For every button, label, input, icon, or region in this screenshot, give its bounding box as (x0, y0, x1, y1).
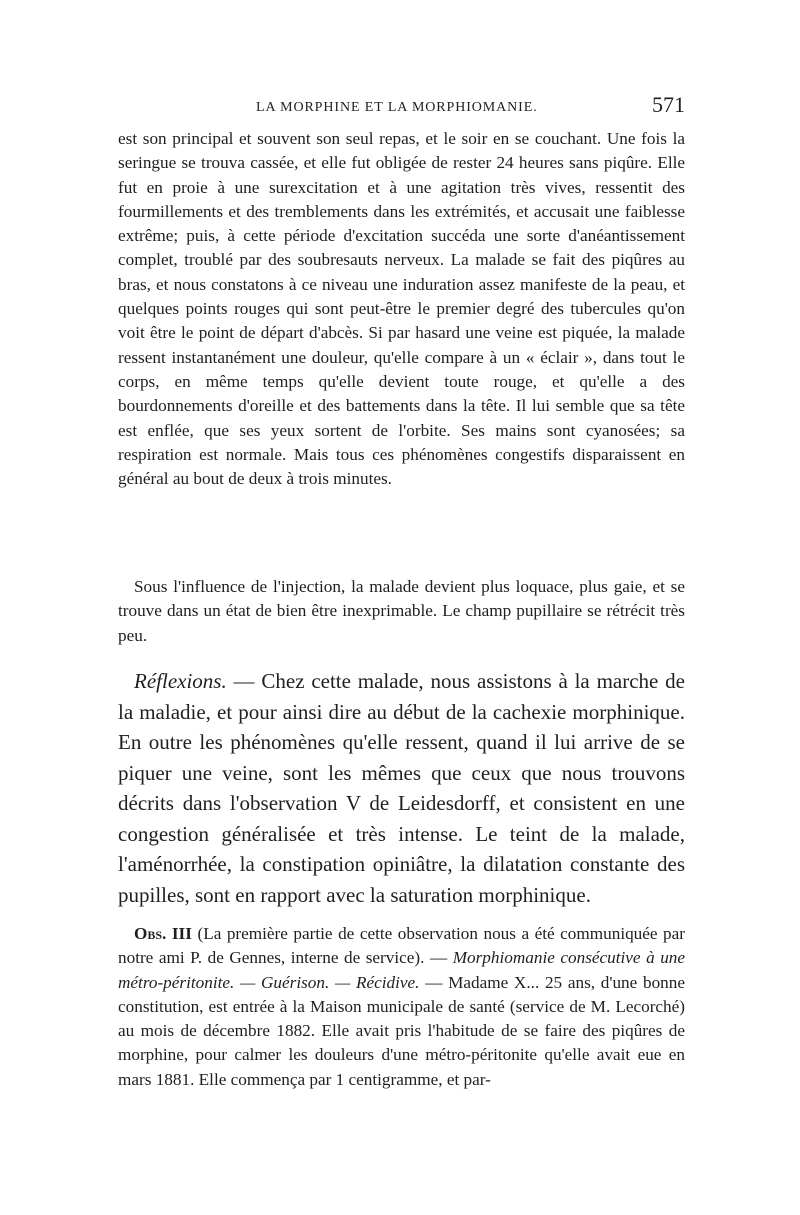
page-number: 571 (652, 92, 685, 117)
observation-text: — Madame X... 25 ans, d'une bonne constitution, est entrée à la Maison municipale de santé (service de M. Lecorché) au mois de décembre 1882. Elle avait pris l'habitude de se faire des piqûres de morphine, pour calmer les douleurs d'une métro-péritonite qu'elle avait eue en mars 1881. Elle commença par 1 centigramme, et par- (118, 972, 686, 1089)
page-header (118, 92, 685, 122)
observation-label: Obs. III (134, 924, 192, 943)
observation-intro: (La première partie de cette observation nous a été communiquée par notre ami P. de Gennes, interne de service). — (118, 924, 686, 968)
reflexions-text: — Chez cette malade, nous assistons à la marche de la maladie, et pour ainsi dire au début de la cachexie morphinique. En outre les phénomènes qu'elle ressent, quand il lui arrive de se piquer une veine, sont les mêmes que ceux que nous trouvons décrits dans l'observation V de Leidesdorff, et consistent en une congestion généralisée et très intense. Le teint de la malade, l'aménorrhée, la constipation opiniâtre, la dilatation constante des pupilles, sont en rapport avec la saturation morphinique. (118, 669, 686, 907)
paragraph-observation-continued: est son principal et souvent son seul repas, et le soir en se couchant. Une fois la seringue se trouva cassée, et elle fut obligée de rester 24 heures sans piqûre. Elle fut en proie à une surexcitation et à une agitation très vives, ressentit des fourmillements et des tremblements dans les extrémités, et accusait une faiblesse extrême; puis, à cette période d'excitation succéda une sorte d'anéantissement complet, troublé par des soubresauts nerveux. La malade se fait des piqûres au bras, et nous constatons à ce niveau une induration assez manifeste de la peau, et quelques points rouges qui sont peut-être le premier degré des tubercules qu'on voit être le point de départ d'abcès. Si par hasard une veine est piquée, la malade ressent instantanément une douleur, qu'elle compare à un « éclair », dans tout le corps, en même temps qu'elle devient toute rouge, et qu'elle a des bourdonnements d'oreille et des battements dans la tête. Il lui semble que sa tête est enflée, que ses yeux sortent de l'orbite. Ses mains sont cyanosées; sa respiration est normale. Mais tous ces phénomènes congestifs disparaissent en général au bout de deux à trois minutes. (118, 129, 685, 489)
observation-title: Morphiomanie consécutive à une métro-péritonite. — Guérison. — Récidive. (118, 948, 686, 992)
reflexions-label: Réflexions. (134, 669, 227, 693)
running-title: LA MORPHINE ET LA MORPHIOMANIE. (256, 100, 538, 115)
paragraph-observation-3 (118, 922, 685, 1092)
paragraph-reflexions (118, 666, 685, 910)
paragraph-injection-effects: Sous l'influence de l'injection, la malade devient plus loquace, plus gaie, et se trouve dans un état de bien être inexprimable. Le champ pupillaire se rétrécit très peu. (118, 577, 685, 645)
